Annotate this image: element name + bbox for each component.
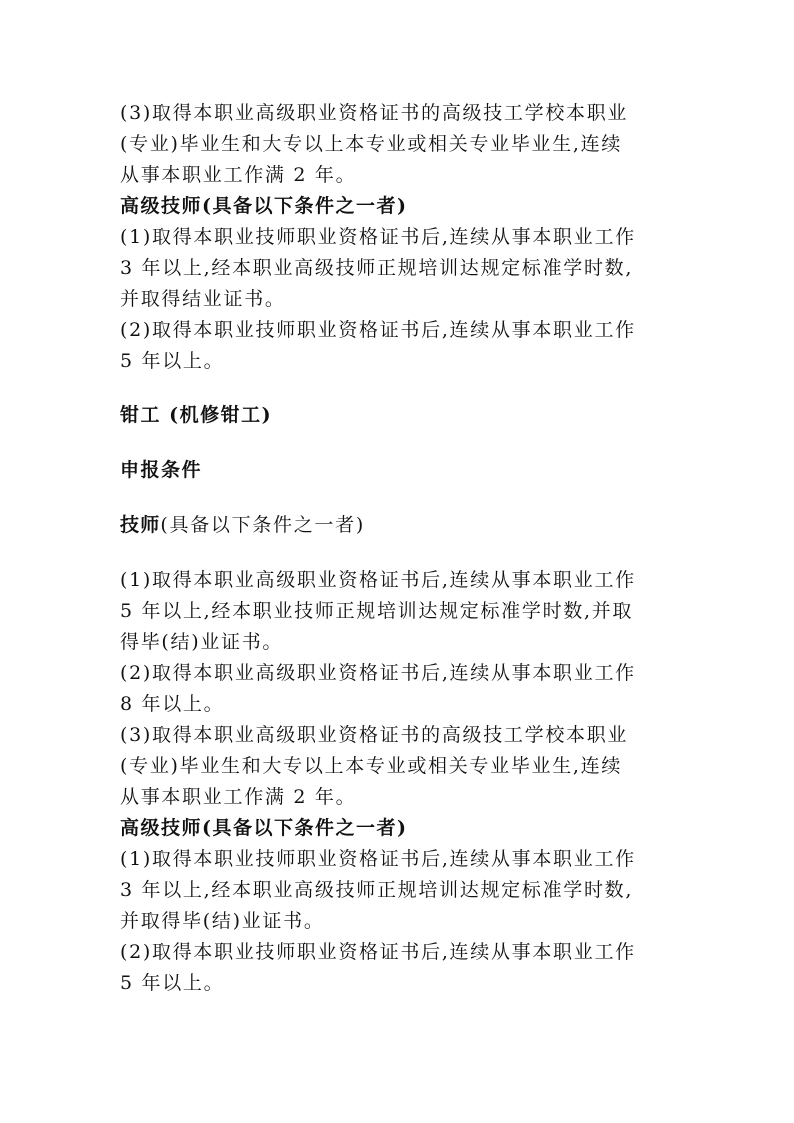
senior-technician-heading: 高级技师(具备以下条件之一者): [120, 817, 408, 839]
paragraph-line: 得毕(结)业证书。: [120, 631, 284, 653]
paragraph-line: 5 年以上,经本职业技师正规培训达规定标准学时数,并取: [120, 600, 634, 622]
paragraph-line: 3 年以上,经本职业高级技师正规培训达规定标准学时数,: [120, 879, 634, 901]
paragraph-line: 从事本职业工作满 2 年。: [120, 164, 357, 186]
paragraph-line: 从事本职业工作满 2 年。: [120, 786, 357, 808]
paragraph-line: (1)取得本职业高级职业资格证书后,连续从事本职业工作: [120, 569, 636, 591]
technician-heading-bold: 技师: [120, 514, 161, 536]
paragraph-line: 并取得毕(结)业证书。: [120, 910, 325, 932]
paragraph-line: (2)取得本职业技师职业资格证书后,连续从事本职业工作: [120, 941, 636, 963]
paragraph-line: (3)取得本职业高级职业资格证书的高级技工学校本职业: [120, 102, 629, 124]
document-body: [120, 98, 680, 999]
paragraph-line: (1)取得本职业技师职业资格证书后,连续从事本职业工作: [120, 226, 636, 248]
paragraph-line: 5 年以上。: [120, 972, 225, 994]
paragraph-line: (3)取得本职业高级职业资格证书的高级技工学校本职业: [120, 724, 629, 746]
paragraph-line: (2)取得本职业技师职业资格证书后,连续从事本职业工作: [120, 319, 636, 341]
paragraph-line: 5 年以上。: [120, 350, 225, 372]
paragraph-line: (专业)毕业生和大专以上本专业或相关专业毕业生,连续: [120, 755, 623, 777]
paragraph-line: (1)取得本职业技师职业资格证书后,连续从事本职业工作: [120, 848, 636, 870]
subsection-title: 申报条件: [120, 459, 203, 481]
paragraph-line: (2)取得本职业高级职业资格证书后,连续从事本职业工作: [120, 662, 636, 684]
section-title: 钳工 (机修钳工): [120, 404, 273, 426]
senior-technician-heading: 高级技师(具备以下条件之一者): [120, 195, 408, 217]
paragraph-line: (专业)毕业生和大专以上本专业或相关专业毕业生,连续: [120, 133, 623, 155]
paragraph-line: 3 年以上,经本职业高级技师正规培训达规定标准学时数,: [120, 257, 634, 279]
paragraph-line: 并取得结业证书。: [120, 288, 286, 310]
technician-heading-rest: (具备以下条件之一者): [160, 514, 365, 536]
technician-heading: [120, 510, 680, 541]
paragraph-line: 8 年以上。: [120, 693, 225, 715]
